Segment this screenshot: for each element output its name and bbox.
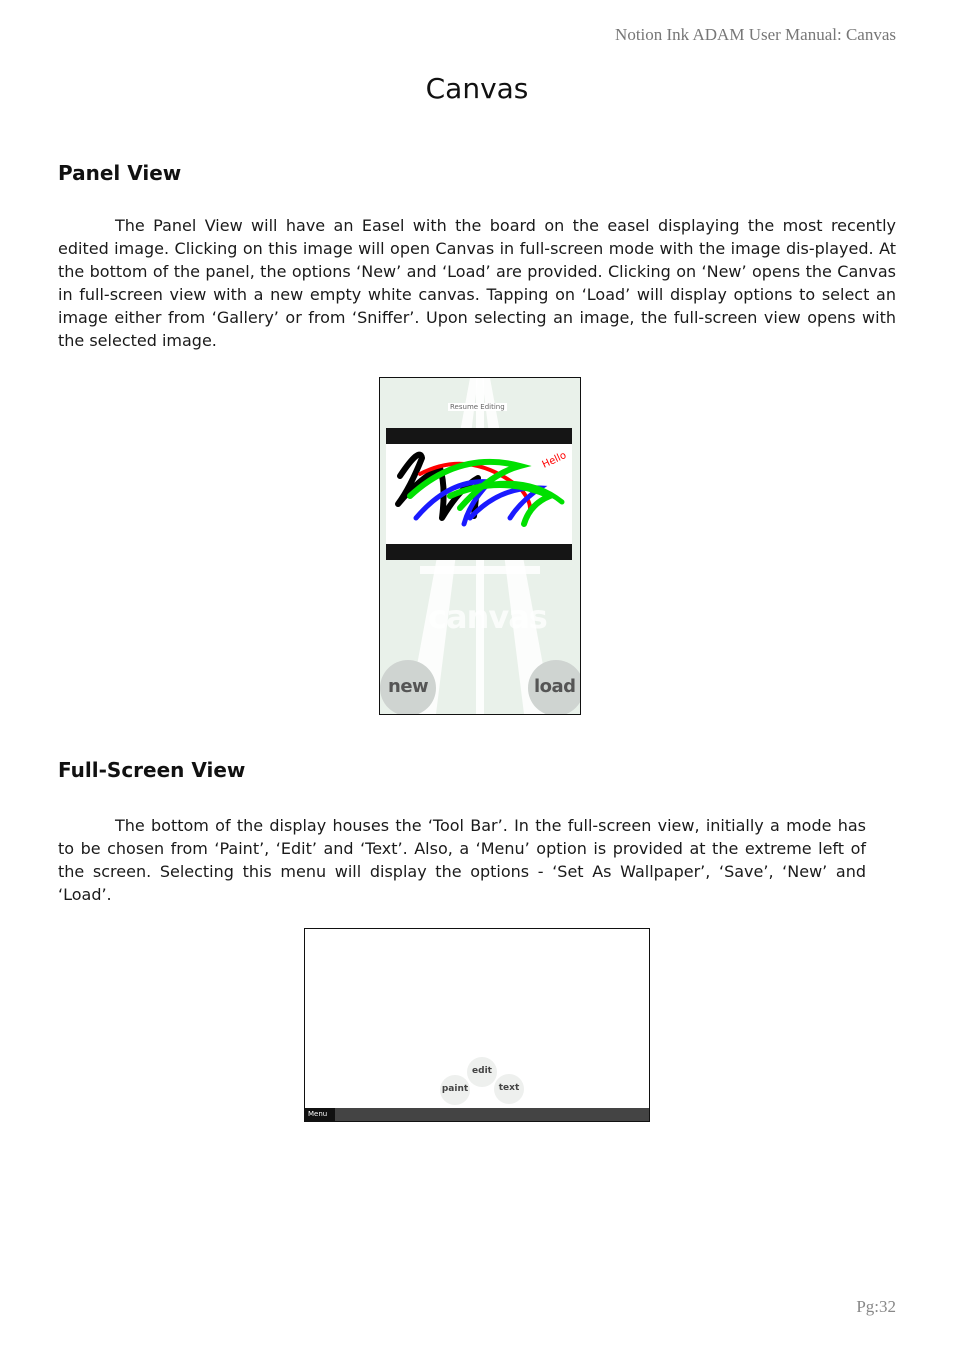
load-button-label: load — [534, 676, 576, 697]
new-button[interactable] — [380, 660, 436, 715]
tool-bar — [305, 1108, 649, 1121]
board-top-bar — [386, 428, 572, 444]
text-mode-button[interactable] — [494, 1074, 524, 1104]
load-button[interactable] — [528, 660, 581, 715]
page-title: Canvas — [425, 72, 529, 105]
section-heading-full-screen-view: Full-Screen View — [58, 758, 246, 782]
paint-mode-label: paint — [441, 1084, 469, 1094]
easel-crossbar — [420, 566, 540, 574]
running-header: Notion Ink ADAM User Manual: Canvas — [615, 25, 896, 44]
text-mode-label: text — [498, 1083, 520, 1093]
board-bottom-bar — [386, 544, 572, 560]
full-screen-view-paragraph: The bottom of the display houses the ‘Tool Bar’. In the full-screen view, initially a mode has to be chosen from ‘Paint’, ‘Edit’ and ‘Text’. Also, a ‘Menu’ option is provided at the extreme left of the screen. Selecting this menu will display the options - ‘Set As Wallpaper’, ‘Save’, ‘New’ and ‘Load’. — [58, 816, 866, 904]
new-button-label: new — [388, 676, 429, 697]
edit-mode-label: edit — [472, 1066, 492, 1076]
full-screen-view-screenshot — [304, 928, 650, 1122]
paint-mode-button[interactable] — [440, 1075, 470, 1105]
panel-view-screenshot — [379, 377, 581, 715]
menu-button[interactable]: Menu — [305, 1108, 335, 1121]
resume-editing-label[interactable]: Resume Editing — [450, 403, 505, 411]
section-heading-panel-view: Panel View — [58, 161, 182, 185]
edit-mode-button[interactable] — [467, 1057, 497, 1087]
page-number: Pg:32 — [856, 1297, 896, 1316]
panel-view-paragraph: The Panel View will have an Easel with the board on the easel displaying the most recently edited image. Clicking on this image will open Canvas in full-screen mode with the image dis-played. At the bottom of the panel, the options ‘New’ and ‘Load’ are provided. Clicking on ‘New’ opens the Canvas in full-screen view with a new empty white canvas. Tapping on ‘Load’ will display options to select an image either from ‘Gallery’ or from ‘Sniffer’. Upon selecting an image, the full-screen view opens with the selected image. — [58, 216, 896, 350]
doodle-hello-text: Hello — [540, 450, 569, 471]
canvas-watermark: canvas — [428, 598, 547, 636]
